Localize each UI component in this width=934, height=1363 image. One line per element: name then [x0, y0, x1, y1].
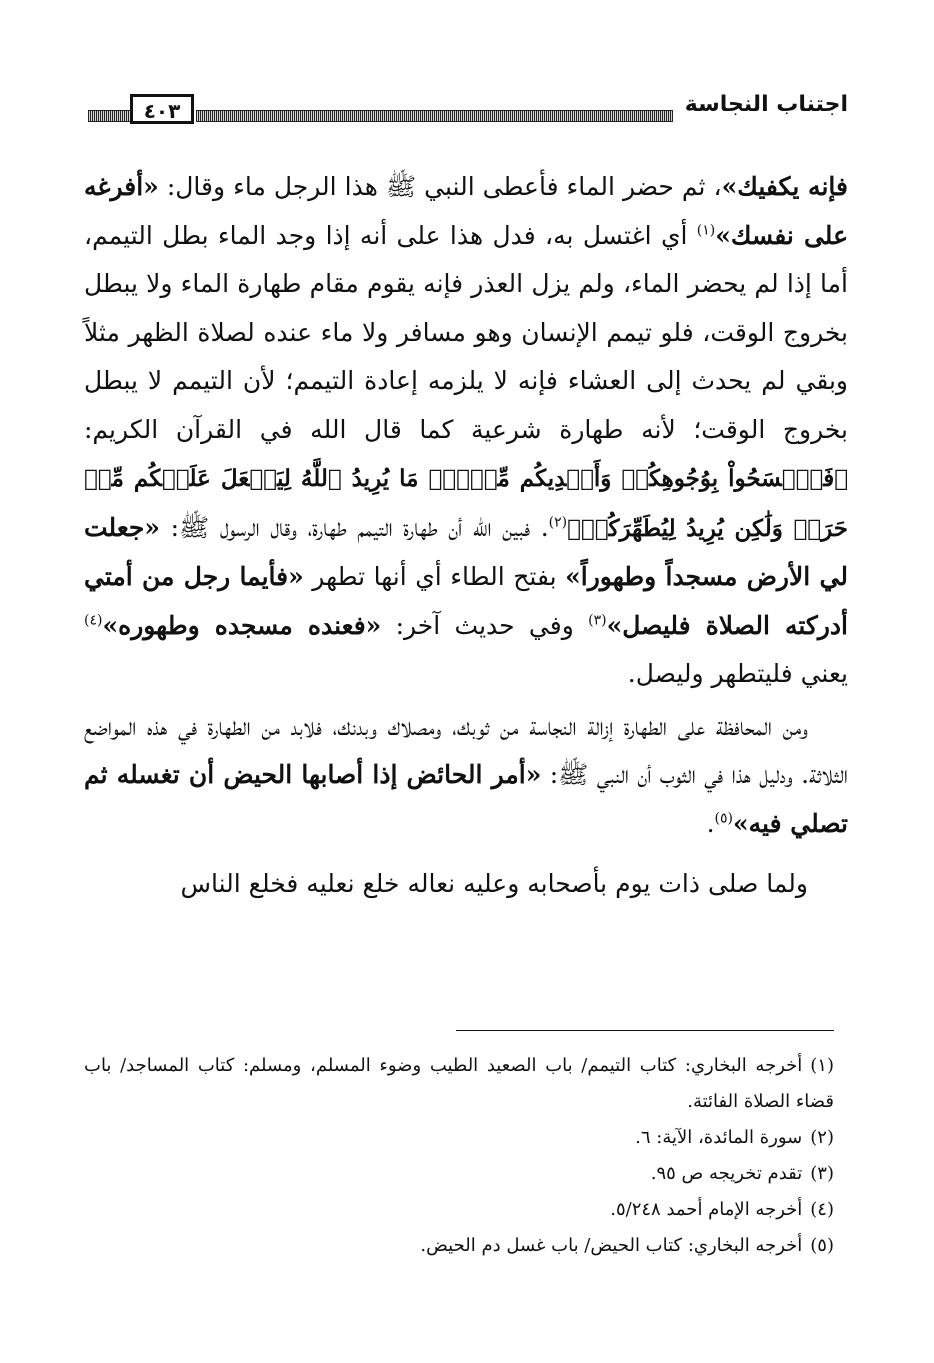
footnote-text: أخرجه الإمام أحمد ٥/٢٤٨. [610, 1199, 803, 1220]
hadith-quote: «جعلت لي الأرض مسجداً وطهوراً» [84, 512, 848, 591]
hadith-quote: «أمر الحائض إذا أصابها الحيض أن تغسله ثم تصلي فيه» [84, 760, 848, 838]
footnote-text: سورة المائدة، الآية: ٦. [635, 1127, 803, 1148]
footnote-5 [84, 1228, 834, 1264]
footnote-4 [84, 1192, 834, 1228]
text-run: أي اغتسل به، فدل هذا على أنه إذا وجد الماء بطل التيمم، أما إذا لم يحضر الماء، ولم يزل العذر فإنه يقوم مقام طهارة الماء ولا يبطل بخروج الوقت، فلو تيمم الإنسان وهو مسافر ولا ماء عنده لصلاة الظهر مثلاً وبقي لم يحدث إلى العشاء فإنه لا يلزمه إعادة التيمم؛ لأن التيمم لا يبطل بخروج الوقت؛ لأنه طهارة شرعية كما قال الله في القرآن الكريم: [84, 220, 848, 444]
hadith-quote: «أفرغه على نفسك» [84, 172, 848, 250]
footnote-3 [84, 1156, 834, 1192]
footnote-text: أخرجه البخاري: كتاب التيمم/ باب الصعيد الطيب وضوء المسلم، ومسلم: كتاب المساجد/ باب قضاء الصلاة الفائتة. [84, 1055, 834, 1112]
text-run: . فبين الله أن طهارة التيمم طهارة، وقال الرسول ﷺ: [159, 512, 549, 542]
footnote-number: (٢) [810, 1127, 834, 1148]
paragraph-1 [84, 163, 848, 699]
page-header [88, 88, 848, 136]
text-run: يعني فليتطهر وليصل. [627, 659, 848, 688]
text-run: ، ثم حضر الماء فأعطى النبي ﷺ هذا الرجل ماء وقال: [158, 172, 722, 201]
footnote-number: (١) [810, 1055, 834, 1076]
chapter-title: اجتناب النجاسة [684, 92, 848, 117]
text-run: بفتح الطاء أي أنها تطهر [303, 562, 566, 591]
footnote-number: (٤) [810, 1199, 834, 1220]
quran-verse: ﴿فَٱمۡسَحُواْ بِوُجُوهِكُمۡ وَأَيۡدِيكُم مِّنۡهُۚ مَا يُرِيدُ ٱللَّهُ لِيَجۡعَلَ عَلَيۡكُم مِّنۡ حَرَجٖ وَلَٰكِن يُرِيدُ لِيُطَهِّرَكُمۡ﴾ [84, 465, 848, 542]
footnote-text: أخرجه البخاري: كتاب الحيض/ باب غسل دم الحيض. [420, 1235, 803, 1256]
text-run: ومن المحافظة على الطهارة إزالة النجاسة من ثوبك، ومصلاك وبدنك، فلابد من الطهارة في هذه المواضع الثلاثة. ودليل هذا في الثوب أن النبي ﷺ: [84, 711, 848, 789]
footnote-divider [456, 1030, 834, 1031]
text-run: وفي حديث آخر: [381, 610, 589, 640]
footnote-2 [84, 1120, 834, 1156]
footnote-ref-1[interactable]: (١) [696, 222, 716, 239]
paragraph-2 [84, 703, 848, 849]
footnote-ref-4[interactable]: (٤) [84, 612, 103, 629]
footnote-ref-5[interactable]: (٥) [714, 810, 734, 827]
footnotes [84, 1048, 834, 1264]
footnote-text: تقدم تخريجه ص ٩٥. [650, 1163, 803, 1184]
text-run: . [706, 808, 715, 838]
footnote-ref-2[interactable]: (٢) [548, 514, 568, 531]
hadith-quote: «فعنده مسجده وطهوره» [102, 610, 382, 640]
text-run: ولما صلى ذات يوم بأصحابه وعليه نعاله خلع نعليه فخلع الناس [180, 869, 808, 898]
footnote-number: (٣) [810, 1163, 834, 1184]
footnote-1 [84, 1048, 834, 1120]
footnote-number: (٥) [810, 1235, 834, 1256]
footnote-ref-3[interactable]: (٣) [588, 612, 607, 629]
header-rule [196, 110, 673, 122]
page-number-box [130, 94, 194, 124]
hadith-quote: «فأيما رجل من أمتي أدركته الصلاة فليصل» [84, 562, 848, 640]
hadith-quote: فإنه يكفيك» [721, 172, 848, 201]
paragraph-3 [84, 860, 848, 909]
page-number: ٤٠٣ [143, 99, 181, 123]
body-text [84, 163, 848, 909]
header-rule-left [88, 110, 130, 122]
